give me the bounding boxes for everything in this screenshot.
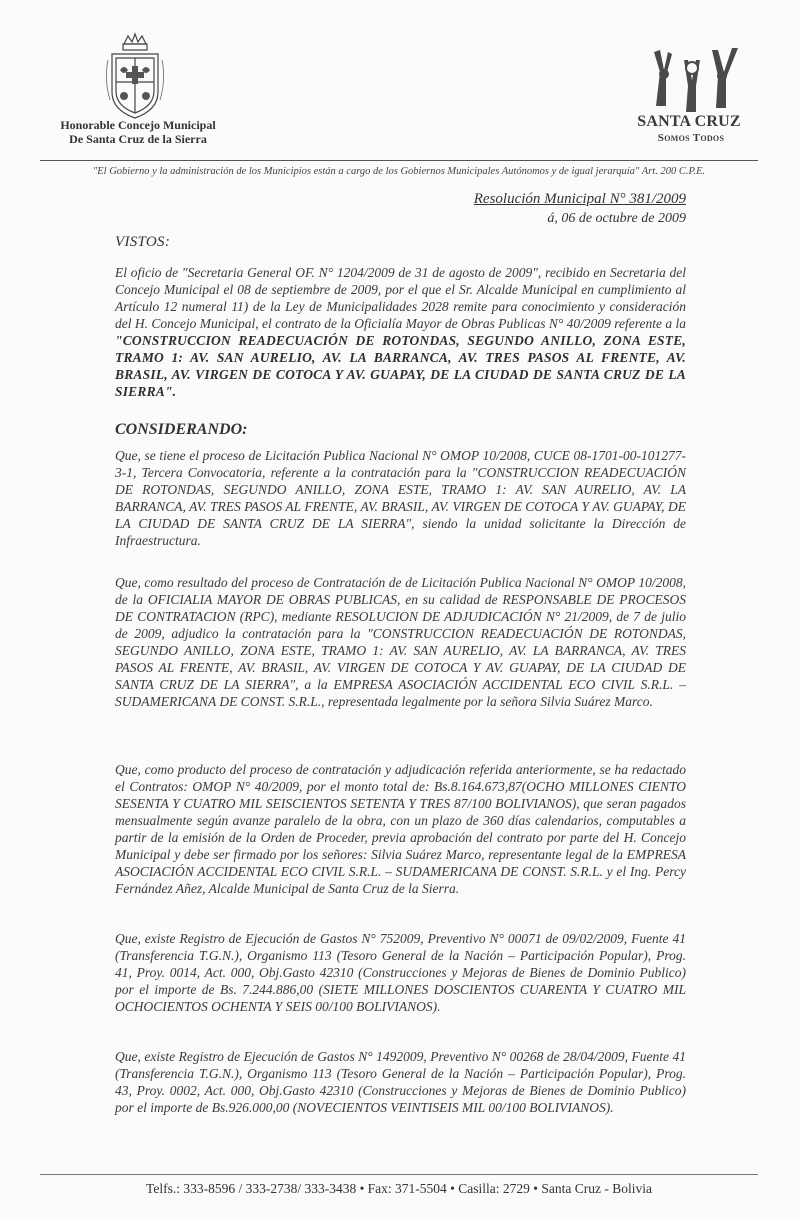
considerando-paragraph: Que, como producto del proceso de contratación y adjudicación referida anteriormente, se ha redactado el Contratos: OMOP N° 40/2009, por el monto total de: Bs.8.164.673,87(OCHO MILLONES CIENTO SESENTA Y CUATRO MIL SEISCIENTOS SETENTA Y TRES 87/100 BOLIVIANOS), que seran pagados mensualmente según avanze paralelo de la obra, con un plazo de 360 días calendarios, computables a partir de la emisión de la Orden de Proceder, previa aprobación del contrato por parte del H. Concejo Municipal y debe ser firmado por los señores: Silvia Suárez Marco, representante legal de la EMPRESA ASOCIACIÓN ACCIDENTAL ECO CIVIL S.R.L. – SUDAMERICANA DE CONST. S.R.L. y el Ing. Percy Fernández Añez, Alcalde Municipal de Santa Cruz de la Sierra. <box>115 762 686 896</box>
considerando-paragraph: Que, existe Registro de Ejecución de Gastos N° 752009, Preventivo N° 00071 de 09/02/2009, Fuente 41 (Transferencia T.G.N.), Organismo 113 (Tesoro General de la Nación – Participación Popular), Prog. 41, Proy. 0014, Act. 000, Obj.Gasto 42310 (Construcciones y Mejoras de Bienes de Dominio Publico) por el importe de Bs. 7.244.886,00 (SIETE MILLONES DOSCIENTOS CUARENTA Y CUATRO MIL OCHOCIENTOS OCHENTA Y SEIS 00/100 BOLIVIANOS). <box>115 931 686 1014</box>
council-name-line2: De Santa Cruz de la Sierra <box>69 132 207 146</box>
footer-contact: Telfs.: 333-8596 / 333-2738/ 333-3438 • Fax: 371-5504 • Casilla: 2729 • Santa Cruz - Bolivia <box>146 1181 652 1196</box>
brand-name: SANTA CRUZ <box>637 113 741 130</box>
considerando-paragraph: Que, existe Registro de Ejecución de Gastos N° 1492009, Preventivo N° 00268 de 28/04/2009, Fuente 41 (Transferencia T.G.N.), Organismo 113 (Tesoro General de la Nación – Participación Popular), Prog. 43, Proy. 0002, Act. 000, Obj.Gasto 42310 (Construcciones y Mejoras de Bienes de Dominio Publico) por el importe de Bs.926.000,00 (NOVECIENTOS VEINTISEIS MIL 00/100 BOLIVIANOS). <box>115 1049 686 1115</box>
vistos-project-title: "CONSTRUCCION READECUACIÓN DE ROTONDAS, SEGUNDO ANILLO, ZONA ESTE, TRAMO 1: AV. SAN AURELIO, AV. LA BARRANCA, AV. TRES PASOS AL FRENTE, AV. BRASIL, AV. VIRGEN DE COTOCA Y AV. GUAPAY, DE LA CIUDAD DE SANTA CRUZ DE LA SIERRA". <box>115 333 686 399</box>
constitution-quote: "El Gobierno y la administración de los Municipios están a cargo de los Gobiernos Municipales Autónomos y de igual jerarquía" Art. 200 C.P.E. <box>92 166 706 177</box>
considerando-paragraph: Que, se tiene el proceso de Licitación Publica Nacional N° OMOP 10/2008, CUCE 08-1701-00-101277-3-1, Tercera Convocatoria, referente a la contratación para la "CONSTRUCCION READECUACIÓN DE ROTONDAS, SEGUNDO ANILLO, ZONA ESTE, TRAMO 1: AV. SAN AURELIO, AV. LA BARRANCA, AV. TRES PASOS AL FRENTE, AV. BRASIL, AV. VIRGEN DE COTOCA Y AV. GUAPAY, DE LA CIUDAD DE SANTA CRUZ DE LA SIERRA", siendo la unidad solicitante la Dirección de Infraestructura. <box>115 448 686 548</box>
header-divider <box>40 160 758 161</box>
resolution-date: á, 06 de octubre de 2009 <box>547 211 686 226</box>
considerando-heading: CONSIDERANDO: <box>115 421 248 438</box>
brand-tagline: Somos Todos <box>657 132 725 144</box>
vistos-text: El oficio de "Secretaria General OF. N° 1204/2009 de 31 de agosto de 2009", recibido en Secretaria del Concejo Municipal el 08 de septiembre de 2009, por el que el Sr. Alcalde Municipal en cumplimiento al Artículo 12 numeral 11) de la Ley de Municipalidades 2028 remite para conocimiento y consideración del H. Concejo Municipal, el contrato de la Oficialía Mayor de Obras Publicas N° 40/2009 referente a la <box>115 265 686 331</box>
council-name <box>40 118 236 146</box>
municipal-crest-icon <box>102 30 168 122</box>
resolution-number: Resolución Municipal N° 381/2009 <box>473 191 686 207</box>
footer-divider <box>40 1174 758 1175</box>
council-name-line1: Honorable Concejo Municipal <box>60 118 216 132</box>
vistos-paragraph <box>115 264 686 400</box>
vistos-heading: VISTOS: <box>115 234 171 250</box>
considerando-paragraph: Que, como resultado del proceso de Contratación de de Licitación Publica Nacional N° OMOP 10/2008, de la OFICIALIA MAYOR DE OBRAS PUBLICAS, en su calidad de RESPONSABLE DE PROCESOS DE CONTRATACION (RPC), mediante RESOLUCION DE ADJUDICACIÓN N° 21/2009, de 7 de julio de 2009, adjudico la contratación para la "CONSTRUCCION READECUACIÓN DE ROTONDAS, SEGUNDO ANILLO, ZONA ESTE, TRAMO 1: AV. SAN AURELIO, AV. LA BARRANCA, AV. TRES PASOS AL FRENTE, AV. BRASIL, AV. VIRGEN DE COTOCA Y AV. GUAPAY, DE LA CIUDAD DE SANTA CRUZ DE LA SIERRA", a la EMPRESA ASOCIACIÓN ACCIDENTAL ECO CIVIL S.R.L. – SUDAMERICANA DE CONST. S.R.L., representada legalmente por la señora Silvia Suárez Marco. <box>115 575 686 709</box>
